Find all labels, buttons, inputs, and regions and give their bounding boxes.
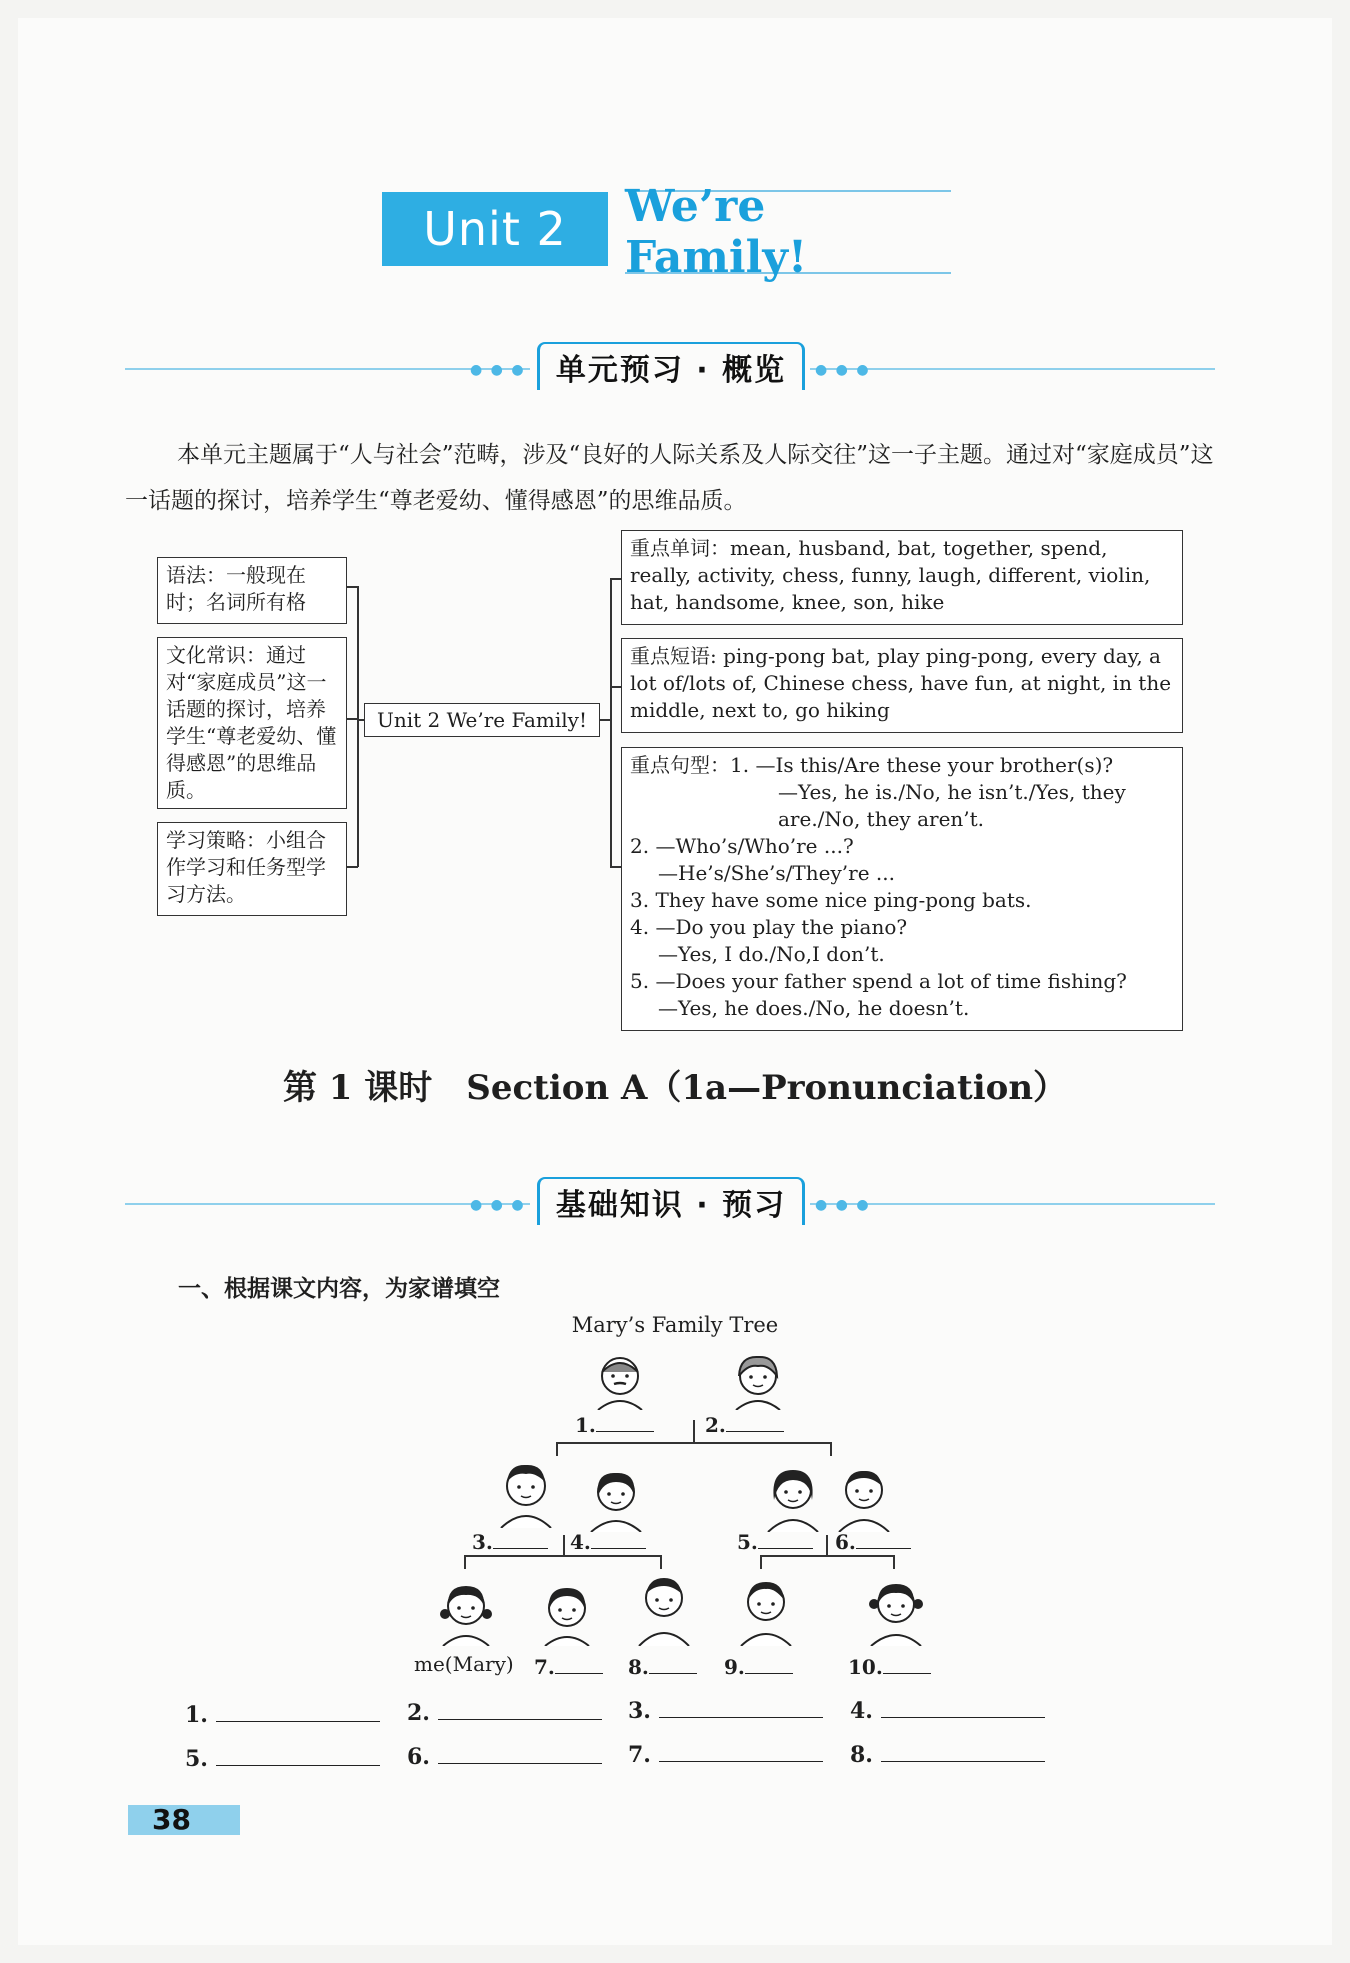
tree-label-7: 7. bbox=[534, 1655, 555, 1679]
culture-box: 文化常识：通过对“家庭成员”这一话题的探讨，培养学生“尊老爱幼、懂得感恩”的思维品质。 bbox=[157, 637, 347, 809]
dots-icon: ● ● ● bbox=[470, 362, 526, 378]
tree-blank-1[interactable] bbox=[596, 1413, 654, 1432]
tree-label-2: 2. bbox=[705, 1413, 726, 1437]
answer-label-1: 1. bbox=[185, 1702, 208, 1728]
answer-blank-6[interactable] bbox=[438, 1747, 602, 1764]
mindmap-center: Unit 2 We’re Family! bbox=[364, 703, 600, 737]
page-number: 38 bbox=[128, 1805, 240, 1835]
answer-label-6: 6. bbox=[407, 1744, 430, 1770]
me-label: me(Mary) bbox=[414, 1652, 514, 1676]
girl-face-icon bbox=[865, 1578, 927, 1646]
tree-label-8: 8. bbox=[628, 1655, 649, 1679]
tree-blank-9[interactable] bbox=[745, 1655, 793, 1674]
tree-label-9: 9. bbox=[724, 1655, 745, 1679]
tree-label-1: 1. bbox=[575, 1413, 596, 1437]
dots-icon: ● ● ● bbox=[470, 1197, 526, 1213]
uncle-face-icon bbox=[833, 1466, 895, 1532]
answer-label-2: 2. bbox=[407, 1700, 430, 1726]
section-banner-basics bbox=[125, 1177, 1215, 1227]
key-phrases-box: 重点短语: ping-pong bat, play ping-pong, every day, a lot of/lots of, Chinese chess, have fun, at night, in the middle, next to, go hiking bbox=[621, 638, 1183, 733]
tree-blank-5[interactable] bbox=[758, 1530, 813, 1549]
tree-blank-8[interactable] bbox=[649, 1655, 697, 1674]
banner-label: 单元预习 · 概览 bbox=[537, 342, 805, 390]
banner-label: 基础知识 · 预习 bbox=[537, 1177, 805, 1225]
key-patterns-box: 重点句型：1. —Is this/Are these your brother(s)? —Yes, he is./No, he isn’t./Yes, they are./No, they aren’t. 2. —Who’s/Who’re ...? —He’s/She’s/They’re ... 3. They have some nice ping-pong bats. 4. —Do you play the piano? —Yes, I do./No,I don’t. 5. —Does your father spend a lot of time fishing? —Yes, he does./No, he doesn’t. bbox=[621, 747, 1183, 1031]
tree-blank-10[interactable] bbox=[883, 1655, 931, 1674]
answer-label-3: 3. bbox=[628, 1698, 651, 1724]
tree-label-10: 10. bbox=[848, 1655, 883, 1679]
girl-face-icon bbox=[435, 1580, 497, 1646]
answer-label-7: 7. bbox=[628, 1742, 651, 1768]
answer-label-4: 4. bbox=[850, 1698, 873, 1724]
strategy-box: 学习策略：小组合作学习和任务型学习方法。 bbox=[157, 822, 347, 916]
intro-paragraph: 本单元主题属于“人与社会”范畴，涉及“良好的人际关系及人际交往”这一子主题。通过对“家庭成员”这一话题的探讨，培养学生“尊老爱幼、懂得感恩”的思维品质。 bbox=[125, 442, 1214, 514]
dots-icon: ● ● ● bbox=[815, 362, 871, 378]
mother-face-icon bbox=[585, 1468, 647, 1532]
tree-blank-2[interactable] bbox=[726, 1413, 784, 1432]
tree-label-4: 4. bbox=[570, 1530, 591, 1554]
tree-blank-4[interactable] bbox=[591, 1530, 646, 1549]
dots-icon: ● ● ● bbox=[815, 1197, 871, 1213]
boy-face-icon bbox=[735, 1576, 797, 1646]
boy-face-icon bbox=[633, 1572, 695, 1646]
aunt-face-icon bbox=[762, 1466, 824, 1532]
answer-blank-5[interactable] bbox=[216, 1749, 380, 1766]
answer-blank-8[interactable] bbox=[881, 1745, 1045, 1762]
answer-blank-4[interactable] bbox=[881, 1701, 1045, 1718]
answer-label-8: 8. bbox=[850, 1742, 873, 1768]
grammar-box: 语法：一般现在时；名词所有格 bbox=[157, 557, 347, 624]
tree-label-5: 5. bbox=[737, 1530, 758, 1554]
lesson-heading: 第 1 课时 Section A（1a—Pronunciation） bbox=[282, 1068, 1068, 1108]
answer-blank-7[interactable] bbox=[659, 1745, 823, 1762]
answer-label-5: 5. bbox=[185, 1746, 208, 1772]
answer-blank-1[interactable] bbox=[216, 1705, 380, 1722]
key-words-box: 重点单词：mean, husband, bat, together, spend, really, activity, chess, funny, laugh, different, violin, hat, handsome, knee, son, hike bbox=[621, 530, 1183, 625]
father-face-icon bbox=[495, 1460, 557, 1528]
exercise-heading: 一、根据课文内容，为家谱填空 bbox=[178, 1276, 500, 1302]
family-tree-title: Mary’s Family Tree bbox=[571, 1313, 779, 1337]
section-banner-preview bbox=[125, 342, 1215, 392]
answer-blank-3[interactable] bbox=[659, 1701, 823, 1718]
girl-face-icon bbox=[537, 1582, 597, 1646]
tree-blank-7[interactable] bbox=[555, 1655, 603, 1674]
grandfather-face-icon bbox=[590, 1352, 650, 1410]
answer-blank-2[interactable] bbox=[438, 1703, 602, 1720]
unit-number: Unit 2 bbox=[382, 192, 608, 266]
tree-blank-3[interactable] bbox=[493, 1530, 548, 1549]
unit-title: We’re Family! bbox=[625, 190, 951, 274]
tree-blank-6[interactable] bbox=[856, 1530, 911, 1549]
tree-label-3: 3. bbox=[472, 1530, 493, 1554]
grandmother-face-icon bbox=[728, 1352, 788, 1410]
tree-label-6: 6. bbox=[835, 1530, 856, 1554]
